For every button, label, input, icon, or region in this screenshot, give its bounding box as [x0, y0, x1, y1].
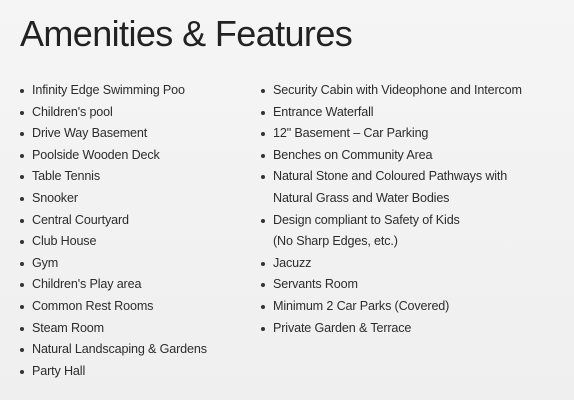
list-item-label: Entrance Waterfall — [273, 104, 374, 119]
list-item — [20, 166, 250, 188]
list-item-label: Table Tennis — [32, 169, 100, 184]
list-item-label: Party Hall — [32, 363, 86, 378]
bullet-icon — [261, 305, 265, 309]
bullet-icon — [20, 305, 24, 309]
bullet-icon — [20, 283, 24, 287]
list-item — [261, 274, 566, 296]
list-item — [20, 188, 250, 210]
list-item — [261, 253, 566, 275]
list-item-label: Gym — [32, 255, 59, 270]
list-item-label: Natural Landscaping & Gardens — [32, 342, 207, 357]
list-item-label: Security Cabin with Videophone and Intercom — [273, 83, 522, 97]
list-item-label: Private Garden & Terrace — [273, 320, 412, 335]
list-item-label: Minimum 2 Car Parks (Covered) — [273, 298, 450, 313]
list-item-label-continued: Natural Grass and Water Bodies — [273, 190, 450, 205]
bullet-icon — [261, 132, 265, 136]
list-item-label: Central Courtyard — [32, 212, 129, 227]
bullet-icon — [20, 240, 24, 244]
list-item — [20, 123, 250, 145]
bullet-icon — [261, 327, 265, 331]
list-item-label: Natural Stone and Coloured Pathways with — [273, 169, 508, 184]
list-item — [20, 231, 250, 253]
list-item — [261, 102, 566, 124]
list-item-label: Club House — [32, 234, 97, 249]
list-item — [20, 361, 250, 383]
list-item-label: Infinity Edge Swimming Poo — [32, 83, 185, 97]
list-item — [20, 80, 250, 102]
list-item — [261, 145, 566, 167]
list-item — [20, 318, 250, 340]
list-item — [20, 274, 250, 296]
amenities-list-right — [261, 80, 566, 339]
list-item — [261, 166, 566, 209]
bullet-icon — [261, 154, 265, 158]
list-item-label-continued: (No Sharp Edges, etc.) — [273, 234, 398, 249]
list-item — [261, 123, 566, 145]
list-item-label: Children's pool — [32, 104, 113, 119]
list-item-label: Drive Way Basement — [32, 126, 148, 141]
list-item-label: Snooker — [32, 190, 78, 205]
bullet-icon — [20, 132, 24, 136]
bullet-icon — [20, 327, 24, 331]
list-item — [261, 318, 566, 340]
amenities-list-left — [20, 80, 250, 382]
bullet-icon — [261, 219, 265, 223]
list-item-label: Children's Play area — [32, 277, 142, 292]
page-title: Amenities & Features — [20, 13, 353, 54]
bullet-icon — [20, 89, 24, 93]
list-item — [20, 210, 250, 232]
list-item-label: Servants Room — [273, 277, 358, 292]
bullet-icon — [261, 89, 265, 93]
list-item-label: Benches on Community Area — [273, 147, 433, 162]
bullet-icon — [20, 197, 24, 201]
list-item — [261, 210, 566, 253]
bullet-icon — [20, 111, 24, 115]
bullet-icon — [261, 262, 265, 266]
bullet-icon — [261, 283, 265, 287]
list-item — [261, 80, 566, 102]
list-item-label: Design compliant to Safety of Kids — [273, 212, 460, 227]
bullet-icon — [261, 175, 265, 179]
bullet-icon — [261, 111, 265, 115]
list-item — [20, 102, 250, 124]
list-item — [261, 296, 566, 318]
bullet-icon — [20, 370, 24, 374]
bullet-icon — [20, 154, 24, 158]
bullet-icon — [20, 175, 24, 179]
list-item — [20, 145, 250, 167]
bullet-icon — [20, 219, 24, 223]
bullet-icon — [20, 262, 24, 266]
list-item — [20, 296, 250, 318]
list-item-label: Common Rest Rooms — [32, 298, 154, 313]
list-item-label: 12" Basement – Car Parking — [273, 126, 429, 141]
list-item — [20, 339, 250, 361]
list-item — [20, 253, 250, 275]
bullet-icon — [20, 348, 24, 352]
list-item-label: Poolside Wooden Deck — [32, 147, 160, 162]
list-item-label: Jacuzz — [273, 255, 312, 270]
list-item-label: Steam Room — [32, 320, 104, 335]
